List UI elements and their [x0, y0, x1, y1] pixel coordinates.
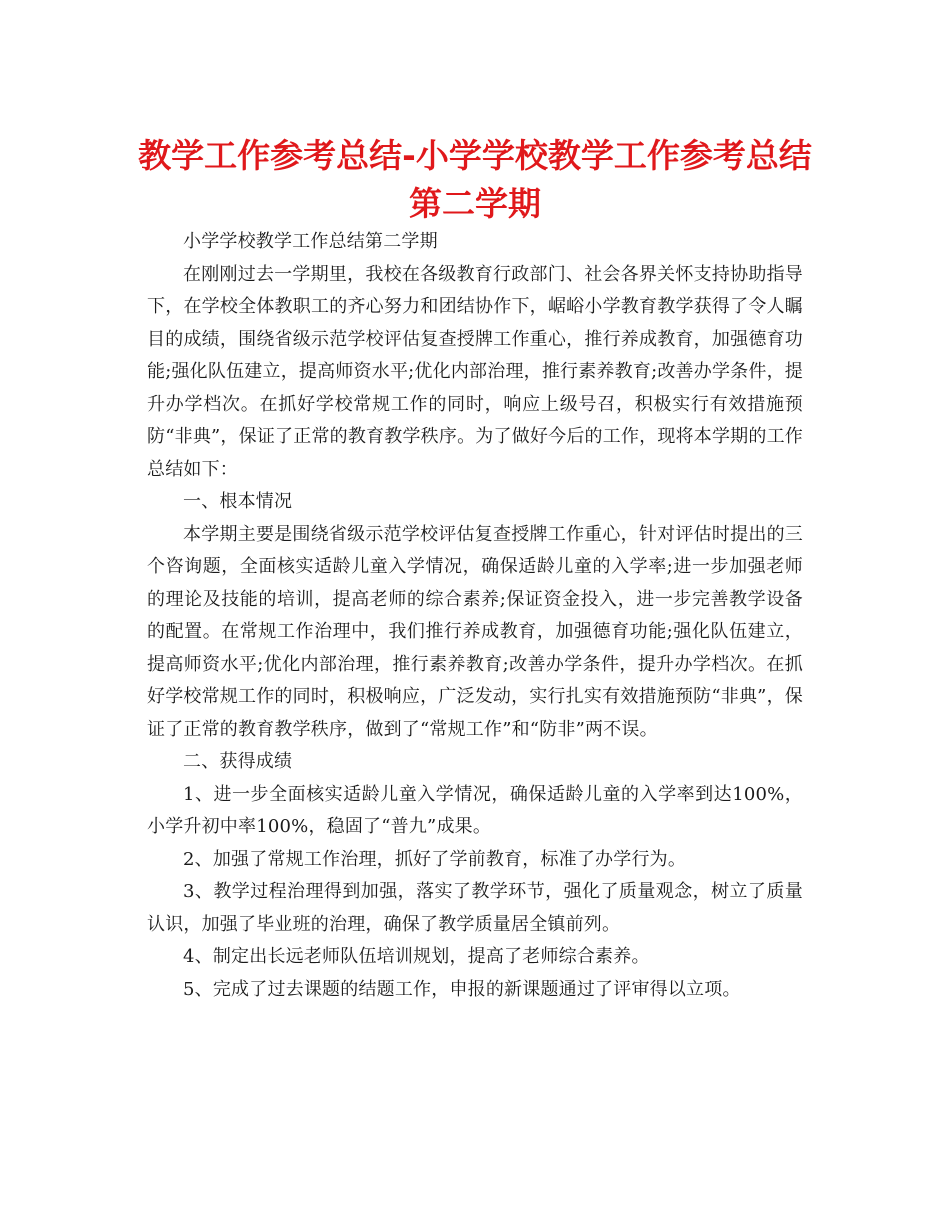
achievement-item-3: 3、教学过程治理得到加强，落实了教学环节，强化了质量观念，树立了质量认识，加强了毕业班的治理，确保了教学质量居全镇前列。 — [147, 881, 803, 935]
achievement-item-1: 1、进一步全面核实适龄儿童入学情况，确保适龄儿童的入学率到达100%，小学升初中率100%，稳固了“普九”成果。 — [147, 783, 803, 837]
basic-situation-paragraph: 本学期主要是围绕省级示范学校评估复查授牌工作重心，针对评估时提出的三个咨询题，全面核实适龄儿童入学情况，确保适龄儿童的入学率;进一步加强老师的理论及技能的培训，提高老师的综合素养;保证资金投入，进一步完善教学设备的配置。在常规工作治理中，我们推行养成教育，加强德育功能;强化队伍建立，提高师资水平;优化内部治理，推行素养教育;改善办学条件，提升办学档次。在抓好学校常规工作的同时，积极响应，广泛发动，实行扎实有效措施预防“非典”，保证了正常的教育教学秩序，做到了“常规工作”和“防非”两不误。 — [147, 523, 803, 740]
title-line-1: 教学工作参考总结-小学学校教学工作参考总结 — [138, 136, 812, 175]
section-heading-achievements: 二、获得成绩 — [183, 751, 293, 772]
achievement-item-5: 5、完成了过去课题的结题工作，申报的新课题通过了评审得以立项。 — [183, 978, 741, 1000]
achievement-item-4: 4、制定出长远老师队伍培训规划，提高了老师综合素养。 — [183, 946, 650, 967]
section-heading-basic-situation: 一、根本情况 — [183, 491, 293, 512]
intro-paragraph: 在刚刚过去一学期里，我校在各级教育行政部门、社会各界关怀支持协助指导下，在学校全体教职工的齐心努力和团结协作下，崌峪小学教育教学获得了令人瞩目的成绩，围绕省级示范学校评估复查授牌工作重心，推行养成教育，加强德育功能;强化队伍建立，提高师资水平;优化内部治理，推行素养教育;改善办学条件，提升办学档次。在抓好学校常规工作的同时，响应上级号召，积极实行有效措施预防“非典”，保证了正常的教育教学秩序。为了做好今后的工作，现将本学期的工作总结如下： — [147, 263, 803, 480]
subtitle-paragraph: 小学学校教学工作总结第二学期 — [183, 231, 438, 252]
document-body — [147, 226, 803, 1006]
achievement-item-2: 2、加强了常规工作治理，抓好了学前教育，标准了办学行为。 — [183, 848, 687, 870]
document-title — [120, 132, 830, 228]
title-line-2: 第二学期 — [409, 184, 541, 223]
